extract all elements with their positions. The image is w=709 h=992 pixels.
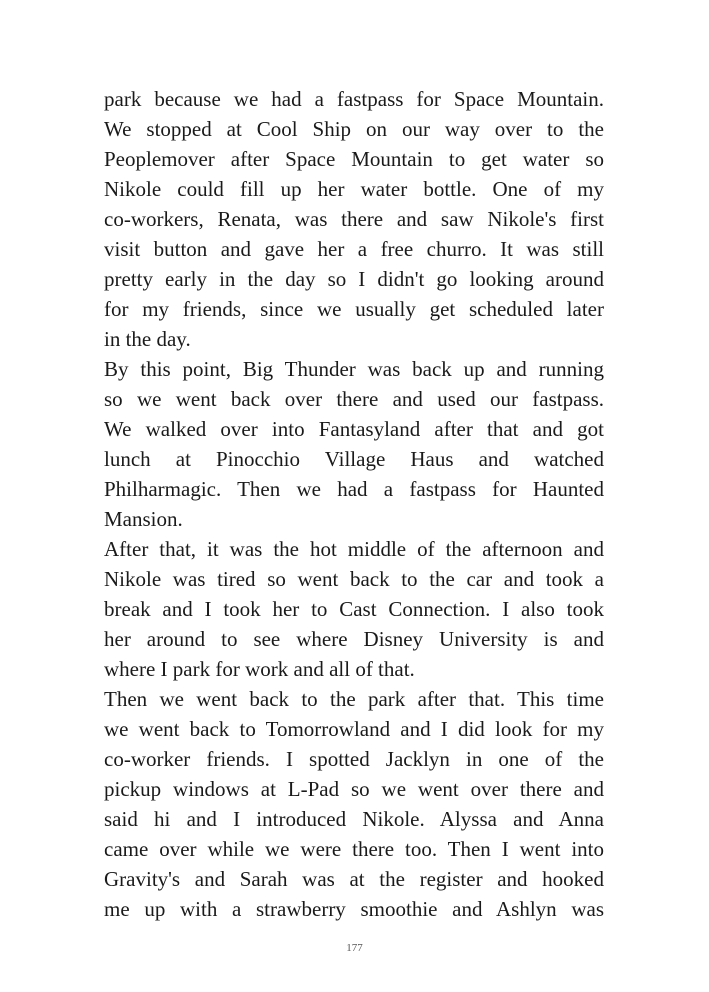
text-line: me up with a strawberry smoothie and Ashlyn was	[104, 897, 604, 921]
text-line: Mansion.	[104, 507, 183, 531]
text-line: break and I took her to Cast Connection. I also took	[104, 597, 604, 621]
text-line: her around to see where Disney University is and	[104, 627, 604, 651]
text-line: We stopped at Cool Ship on our way over to the	[104, 117, 604, 141]
paragraph-2	[104, 354, 604, 534]
text-line: co-worker friends. I spotted Jacklyn in one of the	[104, 747, 604, 771]
paragraph-4	[104, 684, 604, 924]
paragraph-1	[104, 84, 604, 354]
text-line: lunch at Pinocchio Village Haus and watched	[104, 447, 604, 471]
text-line: said hi and I introduced Nikole. Alyssa and Anna	[104, 807, 604, 831]
text-line: we went back to Tomorrowland and I did look for my	[104, 717, 604, 741]
text-line: pretty early in the day so I didn't go looking around	[104, 267, 604, 291]
text-line: Peoplemover after Space Mountain to get water so	[104, 147, 604, 171]
text-line: Then we went back to the park after that. This time	[104, 687, 604, 711]
text-line: After that, it was the hot middle of the afternoon and	[104, 537, 604, 561]
text-line: We walked over into Fantasyland after that and got	[104, 417, 604, 441]
page-number: 177	[346, 942, 363, 954]
text-line: visit button and gave her a free churro. It was still	[104, 237, 604, 261]
text-line: so we went back over there and used our fastpass.	[104, 387, 604, 411]
text-line: By this point, Big Thunder was back up and running	[104, 357, 604, 381]
text-line: in the day.	[104, 327, 191, 351]
text-line: Nikole was tired so went back to the car and took a	[104, 567, 604, 591]
text-line: Nikole could fill up her water bottle. One of my	[104, 177, 604, 201]
text-line: park because we had a fastpass for Space Mountain.	[104, 87, 604, 111]
text-line: where I park for work and all of that.	[104, 657, 415, 681]
text-line: came over while we were there too. Then I went into	[104, 837, 604, 861]
text-line: pickup windows at L-Pad so we went over there and	[104, 777, 604, 801]
text-line: co-workers, Renata, was there and saw Nikole's first	[104, 207, 604, 231]
page-body	[104, 84, 604, 924]
paragraph-3	[104, 534, 604, 684]
text-line: Philharmagic. Then we had a fastpass for Haunted	[104, 477, 604, 501]
text-line: for my friends, since we usually get scheduled later	[104, 297, 604, 321]
text-line: Gravity's and Sarah was at the register and hooked	[104, 867, 604, 891]
